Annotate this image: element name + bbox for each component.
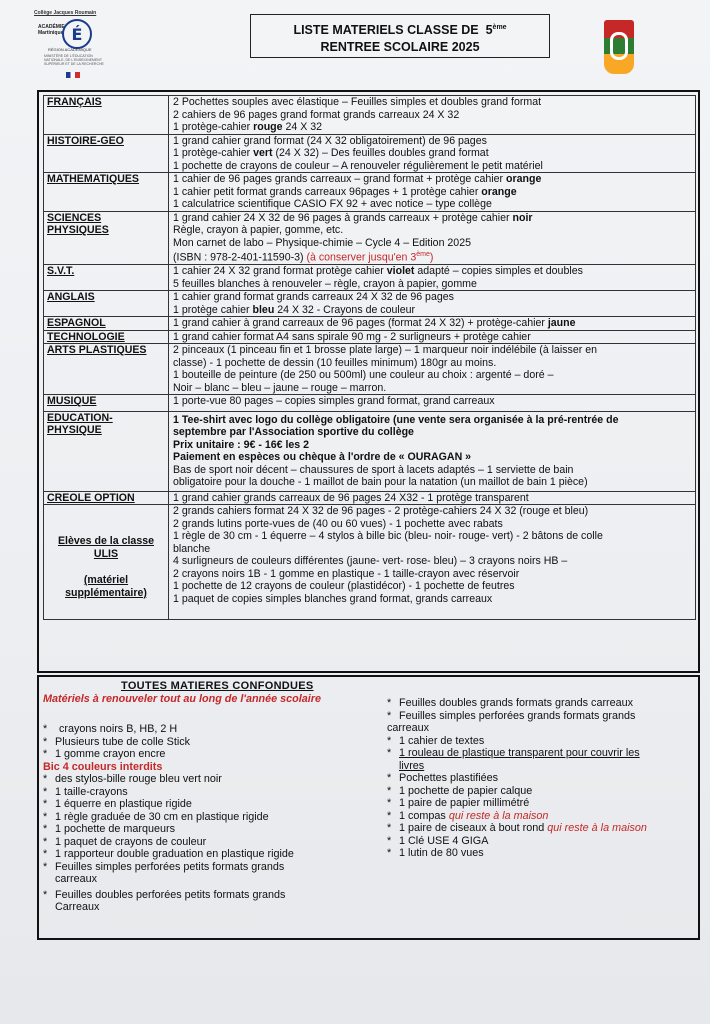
item-line: 2 Pochettes souples avec élastique – Feuilles simples et doubles grand format	[173, 96, 542, 108]
subject-items	[169, 173, 696, 212]
subject-items	[169, 330, 696, 344]
item-line: Noir – blanc – bleu – jaune – rouge – marron.	[173, 381, 387, 394]
subject-items	[169, 211, 696, 265]
item-line: Règle, crayon à papier, gomme, etc.	[173, 224, 344, 236]
table-row	[44, 491, 696, 505]
item-line: Paiement en espèces ou chèque à l'ordre de « OURAGAN »	[173, 451, 472, 464]
list-item: * 1 rouleau de plastique transparent pour couvrir les livres	[387, 747, 640, 772]
list-item: * 1 rapporteur double graduation en plastique rigide	[43, 848, 294, 860]
list-item: * 1 paire de papier millimétré	[387, 797, 530, 809]
subject-items	[169, 344, 696, 395]
list-item: * Plusieurs tube de colle Stick	[43, 735, 191, 748]
list-item: * 1 gomme crayon encre	[43, 748, 166, 760]
item-line: 1 grand cahier grand format (24 X 32 obligatoirement) de 96 pages	[173, 134, 487, 147]
table-row	[44, 173, 696, 212]
ulis-label: Elèves de la classe ULIS	[57, 535, 154, 560]
item-line: 1 grand cahier format A4 sans spirale 90 mg - 2 surligneurs + protège cahier	[173, 330, 531, 343]
subject-items	[169, 134, 696, 173]
item-line: 1 cahier grand format grands carreaux 24 X 32 de 96 pages	[173, 291, 454, 304]
list-item: * 1 compas qui reste à la maison	[387, 809, 549, 822]
list-item: * 1 règle graduée de 30 cm en plastique rigide	[43, 810, 269, 823]
item-line: 1 calculatrice scientifique CASIO FX 92 + avec notice – type collège	[173, 198, 492, 210]
list-item: * 1 pochette de papier calque	[387, 784, 533, 797]
subject-items	[169, 395, 696, 412]
item-line: 1 Tee-shirt avec logo du collège obligatoire (une vente sera organisée à la pré-rentrée de	[173, 413, 619, 426]
item-line: septembre par l'Association sportive du collège	[173, 426, 414, 439]
subject-name: FRANÇAIS	[44, 96, 169, 135]
item-line: 4 surligneurs de couleurs différentes (jaune- vert- rose- bleu) – 3 crayons noirs HB –	[173, 555, 568, 568]
ulis-sublabel: (matériel supplémentaire)	[65, 574, 147, 599]
table-row	[44, 344, 696, 395]
item-line: 1 cahier petit format grands carreaux 96pages + 1 protège cahier orange	[173, 185, 517, 198]
item-line: 2 grands cahiers format 24 X 32 de 96 pages - 2 protège-cahiers 24 X 32 (rouge et bleu)	[173, 505, 589, 518]
item-line: obligatoire pour la douche - 1 maillot de bain pour la natation (un maillot de bain 1 pièce)	[173, 476, 588, 489]
item-line: 2 pinceaux (1 pinceau fin et 1 brosse plate large) – 1 marqueur noir indélébile (à laisser en	[173, 344, 597, 357]
subject-name: ARTS PLASTIQUES	[44, 344, 169, 395]
subject-items	[169, 265, 696, 291]
region-label: RÉGION ACADÉMIQUE	[48, 47, 92, 52]
item-line: 1 cahier 24 X 32 grand format protège cahier violet adapté – copies simples et doubles	[173, 265, 583, 278]
table-row	[44, 134, 696, 173]
list-item: * 1 paquet de crayons de couleur	[43, 835, 207, 848]
subject-name: ESPAGNOL	[44, 317, 169, 331]
item-line: Mon carnet de labo – Physique-chimie – Cycle 4 – Edition 2025	[173, 236, 471, 249]
item-line: 1 pochette de 12 crayons de couleur (plastidécor) - 1 pochette de feutres	[173, 580, 515, 593]
college-emblem-icon	[604, 20, 634, 76]
table-row	[44, 211, 696, 265]
subject-items	[169, 411, 696, 491]
general-supplies-title: TOUTES MATIERES CONFONDUES	[121, 680, 314, 692]
table-row	[44, 291, 696, 317]
list-item: * 1 lutin de 80 vues	[387, 847, 484, 859]
item-line: 1 règle de 30 cm - 1 équerre – 4 stylos à bille bic (bleu- noir- rouge- vert) - 2 bâtons de colle	[173, 530, 603, 543]
item-line: Bas de sport noir décent – chaussures de sport à lacets adaptés – 1 serviette de bain	[173, 463, 574, 476]
item-line: 1 cahier de 96 pages grands carreaux – grand format + protège cahier orange	[173, 173, 542, 185]
subject-name: MUSIQUE	[44, 395, 169, 412]
subject-name	[44, 505, 169, 620]
list-item: * crayons noirs B, HB, 2 H	[43, 723, 178, 735]
list-item-continued: carreaux	[387, 722, 430, 734]
table-row	[44, 395, 696, 412]
subject-items	[169, 317, 696, 331]
subject-name: EDUCATION-PHYSIQUE	[44, 411, 169, 491]
item-line: 1 protège-cahier vert (24 X 32) – Des feuilles doubles grand format	[173, 147, 489, 159]
subject-name: CREOLE OPTION	[44, 491, 169, 505]
list-item: * 1 Clé USE 4 GIGA	[387, 834, 489, 847]
title-grade: 5	[485, 23, 493, 38]
subject-items	[169, 96, 696, 135]
subject-name: SCIENCES PHYSIQUES	[44, 211, 169, 265]
school-name: Collège Jacques Roumain	[34, 10, 97, 16]
subject-name: ANGLAIS	[44, 291, 169, 317]
item-line: (ISBN : 978-2-401-11590-3) (à conserver jusqu'en 3ème)	[173, 251, 434, 264]
school-logo	[34, 10, 104, 70]
subject-items	[169, 505, 696, 620]
item-line: 1 bouteille de peinture (de 250 ou 500ml) une couleur au choix : argenté – doré –	[173, 369, 554, 382]
page-title	[250, 14, 550, 58]
list-item: * 1 pochette de marqueurs	[43, 823, 176, 835]
table-row	[44, 411, 696, 491]
table-row	[44, 330, 696, 344]
list-item: * des stylos-bille rouge bleu vert noir	[43, 773, 222, 785]
table-row	[44, 265, 696, 291]
list-item: * 1 taille-crayons	[43, 785, 128, 798]
item-line: 1 protège-cahier rouge 24 X 32	[173, 121, 322, 133]
item-line: Prix unitaire : 9€ - 16€ les 2	[173, 438, 310, 451]
subject-name: S.V.T.	[44, 265, 169, 291]
subjects-table-frame	[37, 90, 700, 673]
item-line: 1 porte-vue 80 pages – copies simples grand format, grand carreaux	[173, 395, 495, 408]
bic-warning: Bic 4 couleurs interdits	[43, 760, 163, 773]
list-item: * 1 cahier de textes	[387, 734, 485, 747]
item-line: 2 crayons noirs 1B - 1 gomme en plastique - 1 taille-crayon avec réservoir	[173, 567, 520, 580]
right-supplies-column	[387, 697, 697, 860]
table-row	[44, 505, 696, 620]
ministry-label: MINISTÈRE DE L'ÉDUCATION NATIONALE, DE L'ENSEIGNEMENT SUPÉRIEUR ET DE LA RECHERCHE	[44, 54, 104, 66]
list-item: * Pochettes plastifiées	[387, 772, 499, 784]
item-line: 2 grands lutins porte-vues de (40 ou 60 vues) - 1 pochette avec rabats	[173, 517, 503, 530]
title-grade-sup: ème	[492, 24, 507, 31]
list-item: * Feuilles doubles grands formats grands carreaux	[387, 697, 634, 709]
item-line: 2 cahiers de 96 pages grand format grands carreaux 24 X 32	[173, 108, 460, 121]
list-item: * 1 équerre en plastique rigide	[43, 798, 192, 810]
list-item: * 1 paire de ciseaux à bout rond qui reste à la maison	[387, 822, 647, 834]
table-row	[44, 96, 696, 135]
general-supplies-box	[37, 675, 700, 940]
list-item: * Feuilles simples perforées petits formats grands carreaux	[43, 860, 285, 885]
item-line: 1 grand cahier grands carreaux de 96 pages 24 X32 - 1 protège transparent	[173, 491, 529, 504]
subjects-table	[43, 95, 696, 620]
item-line: classe) - 1 pochette de dessin (10 feuilles minimum) 180gr au moins.	[173, 356, 497, 369]
item-line: 1 pochette de crayons de couleur – A renouveler régulièrement le petit matériel	[173, 159, 543, 172]
subject-items	[169, 291, 696, 317]
item-line: 1 grand cahier à grand carreaux de 96 pages (format 24 X 32) + protège-cahier jaune	[173, 317, 576, 330]
item-line: 1 grand cahier 24 X 32 de 96 pages à grands carreaux + protège cahier noir	[173, 211, 533, 224]
item-line: 1 paquet de copies simples blanches grand format, grands carreaux	[173, 592, 493, 605]
title-line-1: LISTE MATERIELS CLASSE DE	[293, 23, 479, 38]
subject-name: HISTOIRE-GEO	[44, 134, 169, 173]
academy-label: ACADÉMIE Martinique	[38, 24, 65, 36]
general-supplies-subtitle: Matériels à renouveler tout au long de l'année scolaire	[43, 693, 321, 705]
item-line: blanche	[173, 542, 211, 555]
list-item: * Feuilles doubles perforées petits formats grands Carreaux	[43, 888, 286, 913]
french-flag-icon	[66, 72, 80, 78]
title-line-2: RENTREE SCOLAIRE 2025	[320, 40, 480, 55]
academy-e-icon: É	[62, 19, 92, 49]
subject-name: MATHEMATIQUES	[44, 173, 169, 212]
left-supplies-column	[43, 723, 363, 914]
item-line: 1 protège cahier bleu 24 X 32 - Crayons de couleur	[173, 303, 416, 316]
subject-name: TECHNOLOGIE	[44, 330, 169, 344]
subject-items	[169, 491, 696, 505]
list-item: * Feuilles simples perforées grands formats grands	[387, 709, 636, 722]
table-row	[44, 317, 696, 331]
item-line: 5 feuilles blanches à renouveler – règle, crayon à papier, gomme	[173, 277, 477, 290]
